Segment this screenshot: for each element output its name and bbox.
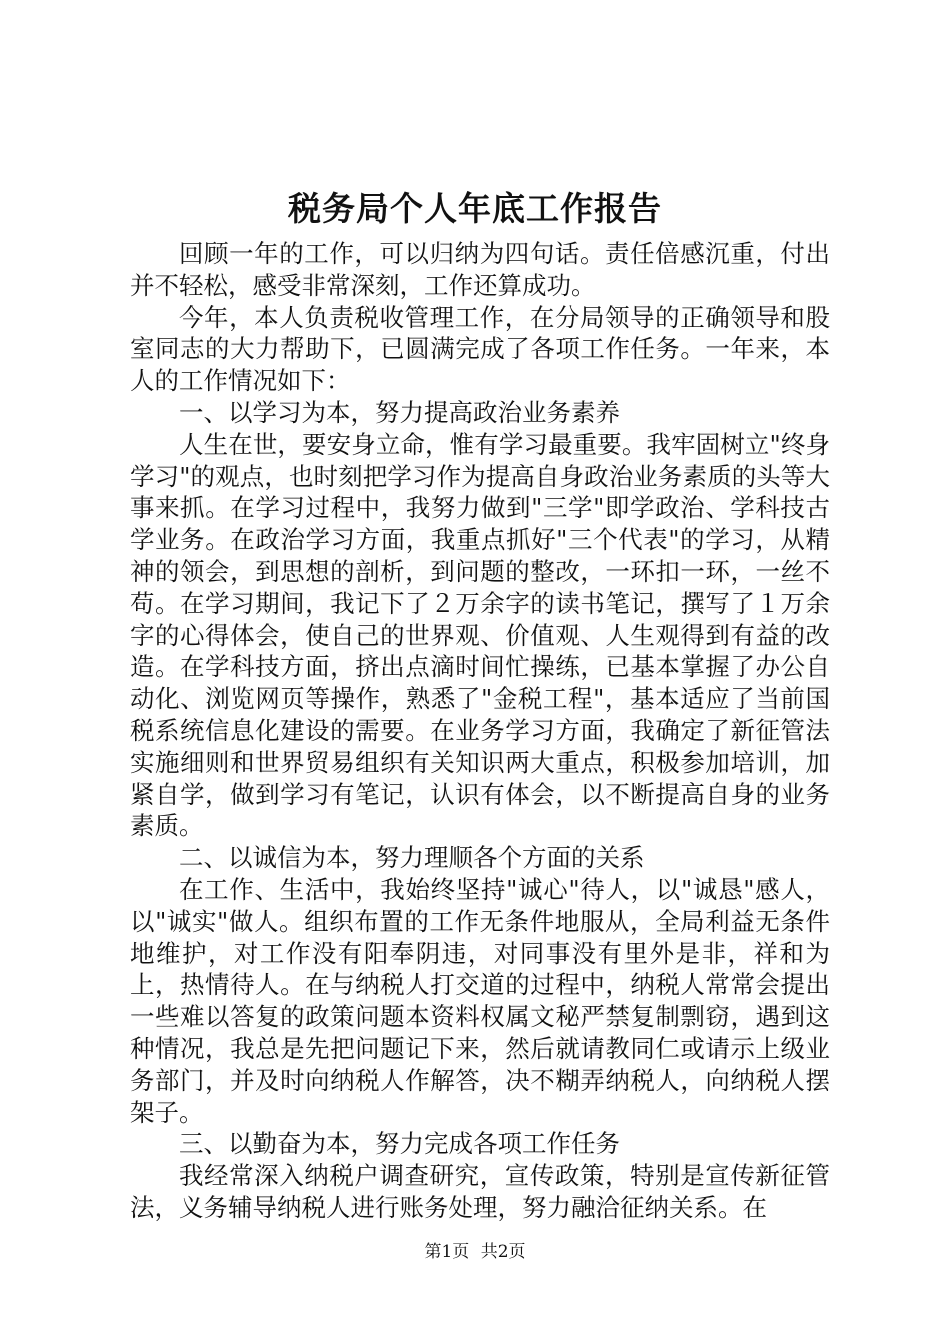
document-body bbox=[130, 238, 830, 1224]
paragraph-study: 人生在世，要安身立命，惟有学习最重要。我牢固树立"终身学习"的观点，也时刻把学习作为提高自身政治业务素质的头等大事来抓。在学习过程中，我努力做到"三学"即学政治、学科技古学业务。在政治学习方面，我重点抓好"三个代表"的学习，从精神的领会，到思想的剖析，到问题的整改，一环扣一环，一丝不苟。在学习期间，我记下了２万余字的读书笔记，撰写了１万余字的心得体会，使自己的世界观、价值观、人生观得到有益的改造。在学科技方面，挤出点滴时间忙操练，已基本掌握了办公自动化、浏览网页等操作，熟悉了"金税工程"，基本适应了当前国税系统信息化建设的需要。在业务学习方面，我确定了新征管法实施细则和世界贸易组织有关知识两大重点，积极参加培训，加紧自学，做到学习有笔记，认识有体会，以不断提高自身的业务素质。 bbox=[130, 429, 830, 841]
page-footer: 第1页 共2页 bbox=[424, 1242, 526, 1262]
paragraph-intro: 回顾一年的工作，可以归纳为四句话。责任倍感沉重，付出并不轻松，感受非常深刻，工作还算成功。 bbox=[130, 239, 830, 300]
section-heading-2: 二、以诚信为本，努力理顺各个方面的关系 bbox=[179, 843, 645, 873]
paragraph-integrity: 在工作、生活中，我始终坚持"诚心"待人，以"诚恳"感人，以"诚实"做人。组织布置的工作无条件地服从，全局利益无条件地维护，对工作没有阳奉阴违，对同事没有里外是非，祥和为上，热情待人。在与纳税人打交道的过程中，纳税人常常会提出一些难以答复的政策问题本资料权属文秘严禁复制剽窃，遇到这种情况，我总是先把问题记下来，然后就请教同仁或请示上级业务部门，并及时向纳税人作解答，决不糊弄纳税人，向纳税人摆架子。 bbox=[130, 874, 830, 1127]
section-heading-1: 一、以学习为本，努力提高政治业务素养 bbox=[179, 397, 620, 427]
paragraph-diligence: 我经常深入纳税户调查研究，宣传政策，特别是宣传新征管法，义务辅导纳税人进行账务处理，努力融洽征纳关系。在 bbox=[130, 1161, 830, 1222]
document-title: 税务局个人年底工作报告 bbox=[288, 189, 662, 228]
paragraph-overview: 今年，本人负责税收管理工作，在分局领导的正确领导和股室同志的大力帮助下，已圆满完成了各项工作任务。一年来，本人的工作情况如下： bbox=[130, 302, 830, 396]
section-heading-3: 三、以勤奋为本，努力完成各项工作任务 bbox=[179, 1129, 620, 1159]
